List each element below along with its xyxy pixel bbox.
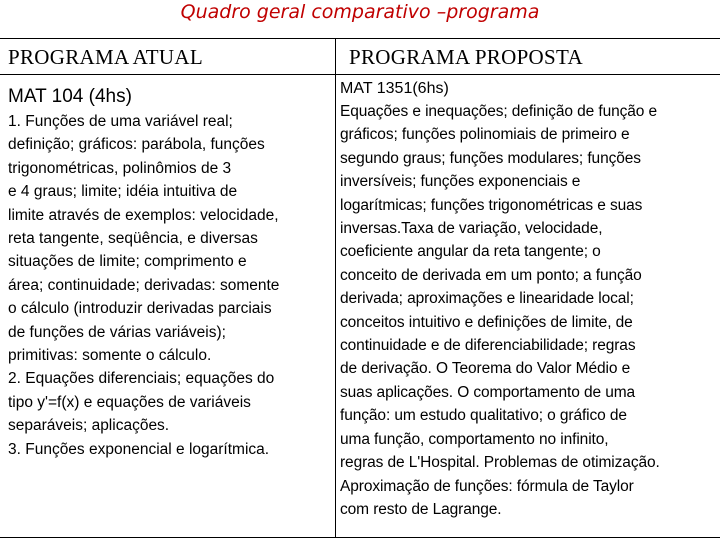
column-header-proposed: PROGRAMA PROPOSTA (349, 45, 583, 69)
course-code-proposed: MAT 1351(6hs) (340, 80, 449, 97)
column-divider (335, 38, 336, 538)
course-code-current: MAT 104 (4hs) (8, 86, 132, 107)
header-divider (0, 74, 720, 75)
column-header-current: PROGRAMA ATUAL (8, 45, 203, 69)
slide-title: Quadro geral comparativo –programa (180, 1, 540, 23)
syllabus-current: 1. Funções de uma variável real; definição; gráficos: parábola, funções trigonométricas, polinômios de 3 e 4 graus; limite; idéia intuitiva de limite através de exemplos: velocidade, reta tangente, seqüência, e diversas situações de limite; comprimento e área; continuidade; derivadas: somente o cálculo (introduzir derivadas parciais de funções de várias variáveis); primitivas: somente o cálculo. 2. Equações diferenciais; equações do tipo y'=f(x) e equações de variáveis separáveis; aplicações. 3. Funções exponencial e logarítmica. (8, 113, 280, 458)
syllabus-proposed: Equações e inequações; definição de função e gráficos; funções polinomiais de primeiro e segundo graus; funções modulares; funções inversíveis; funções exponenciais e logarítmicas; funções trigonométricas e suas inversas.Taxa de variação, velocidade, coeficiente angular da reta tangente; o conceito de derivada em um ponto; a função derivada; aproximações e linearidade local; conceitos intuitivo e definições de limite, de continuidade e de diferenciabilidade; regras de derivação. O Teorema do Valor Médio e suas aplicações. O comportamento de uma função: um estudo qualitativo; o gráfico de uma função, comportamento no infinito, regras de L'Hospital. Problemas de otimização. Aproximação de funções: fórmula de Taylor com resto de Lagrange. (340, 103, 660, 518)
